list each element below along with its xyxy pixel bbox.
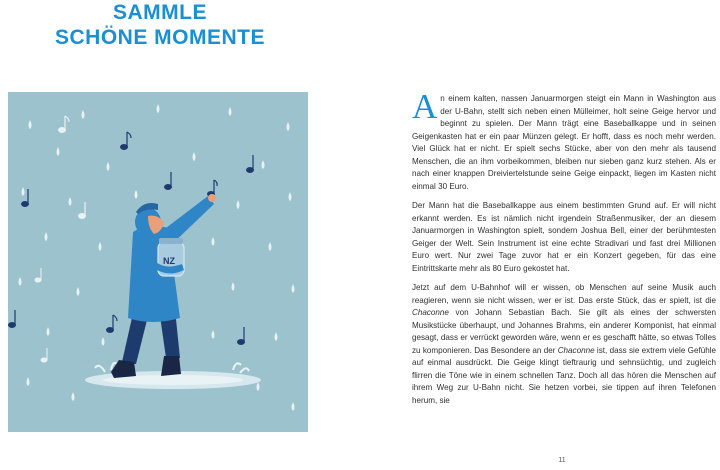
paragraph-3-part-b: von Johann Sebastian Bach. Sie gilt als eines der schwersten Musikstücke überhaupt, und Johannes Brahms, ein anderer Komponist, hat einmal gesagt, dass er verrückt geworden wäre, wenn er es geschafft hätte, so etwas Tolles zu komponieren. Das Besondere an der xyxy=(412,308,716,355)
paragraph-3 xyxy=(412,282,716,407)
paragraph-1-text: n einem kalten, nassen Januarmorgen steigt ein Mann in Washington aus der U-Bahn, stellt sich neben einen Mülleimer, holt seine Geige hervor und beginnt zu spielen. Der Mann trägt eine Baseballkappe und in seinen Geigenkasten hat er ein paar Münzen gelegt. Er hofft, dass es noch mehr werden. Viel Glück hat er nicht. Er spielt sechs Stücke, aber von den mehr als tausend Menschen, die an ihm vorbeikommen, bleiben nur sieben ganz kurz stehen. Als er nach einer knappen Dreiviertelstunde seine Geige einpackt, liegen im Kasten nicht einmal 30 Euro. xyxy=(412,94,716,191)
chaconne-title: Chaconne xyxy=(557,345,595,355)
article-text xyxy=(412,87,716,414)
drop-cap: A xyxy=(412,87,438,126)
page-number: 11 xyxy=(558,457,566,464)
chaconne-title: Chaconne xyxy=(412,308,449,317)
paragraph-2: Der Mann hat die Baseballkappe aus einem bestimmten Grund auf. Er will nicht erkannt werden. Es ist nämlich nicht irgendein Straßenmusiker, der an diesem Januarmorgen in Washington spielt, sondern Joshua Bell, einer der berühmtesten Geiger der Welt. Sein Instrument ist eine echte Stradivari und fast drei Millionen Euro wert. Nur zwei Tage zuvor hat er ein Konzert gegeben, für das eine Eintrittskarte mehr als 80 Euro gekostet hat. xyxy=(412,201,716,273)
paragraph-1 xyxy=(412,87,716,193)
page-heading xyxy=(40,0,280,50)
heading-line-1: SAMMLE xyxy=(113,1,207,24)
illustration-rain-man-with-jar xyxy=(8,92,308,432)
paragraph-3-part-c: ist, dass sie extrem viele Gefühle auf einmal ausdrückt. Die Geige klingt tieftraurig und sehnsüchtig, und zugleich flirren die Töne wie in einem schnellen Tanz. Doch all das hören die Menschen auf ihrem Weg zur U-Bahn nicht. Sie hetzen vorbei, sie tippen auf ihren Telefonen herum, sie xyxy=(412,345,716,405)
jar-label: NZ xyxy=(163,256,175,266)
illustration-svg xyxy=(8,92,308,432)
heading-line-2: SCHÖNE MOMENTE xyxy=(54,26,265,49)
paragraph-3-part-a: Jetzt auf dem U-Bahnhof will er wissen, ob Menschen auf seine Musik auch reagieren, wenn sie nicht wissen, wer er ist. Das erste Stück, das er spielt, ist die xyxy=(412,283,716,305)
